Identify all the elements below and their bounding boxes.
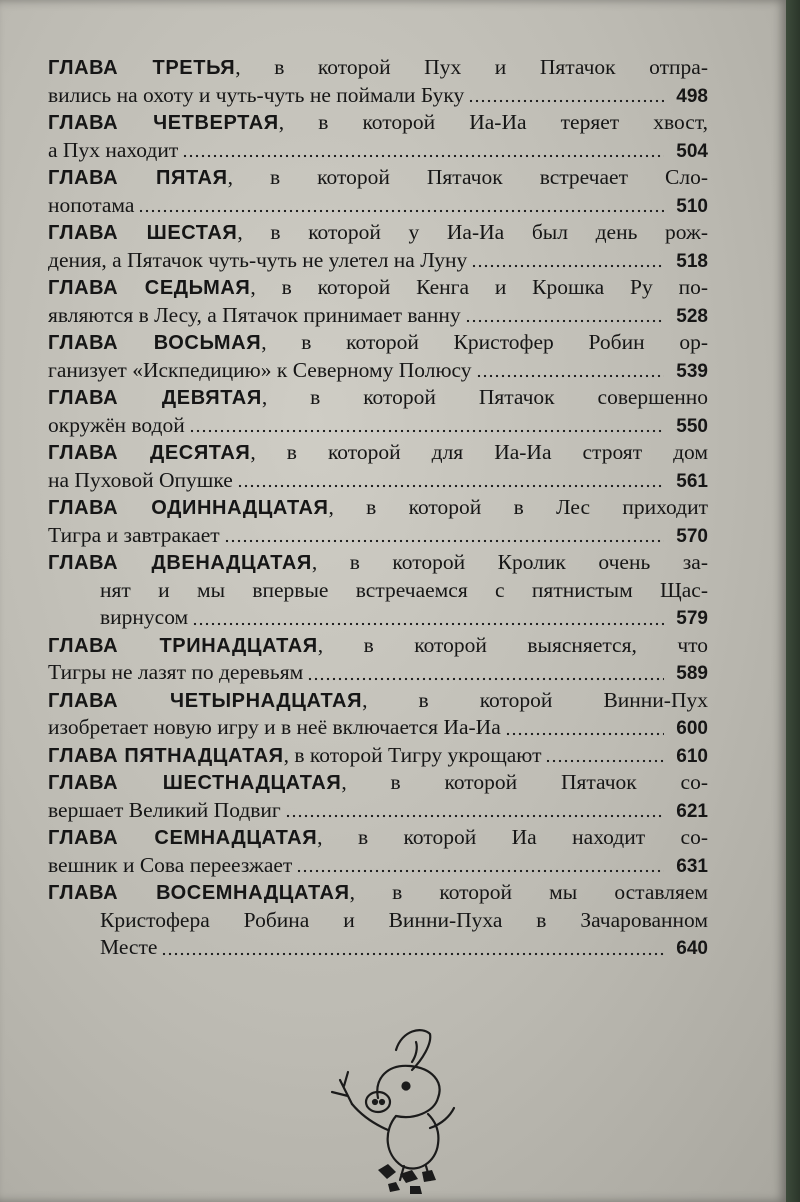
chapter-description: , в которой Иа находит со- [317, 825, 708, 849]
piglet-illustration-icon [318, 1020, 478, 1202]
chapter-description: , в которой Винни-Пух [362, 687, 708, 712]
toc-line [48, 82, 708, 110]
chapter-heading: ГЛАВА ПЯТНАДЦАТАЯ [48, 744, 284, 767]
chapter-heading: ГЛАВА ДЕСЯТАЯ [48, 442, 251, 464]
chapter-description: , в которой выясняется, что [317, 632, 708, 657]
page-number: 510 [676, 195, 708, 217]
toc-entry[interactable] [48, 824, 708, 879]
toc-line [48, 879, 708, 907]
toc-line [48, 412, 708, 440]
toc-entry[interactable] [48, 549, 708, 632]
chapter-description: , в которой Пятачок совершенно [261, 385, 709, 409]
chapter-heading: ГЛАВА ДВЕНАДЦАТАЯ [48, 552, 312, 574]
toc-line [48, 824, 708, 852]
toc-line [48, 797, 708, 825]
toc-line [48, 632, 708, 660]
chapter-description: , в которой для Иа-Иа строят дом [250, 440, 708, 464]
chapter-description-continued: вешник и Сова переезжает [48, 852, 293, 877]
table-of-contents [48, 54, 708, 962]
page-number: 518 [676, 250, 708, 272]
toc-line [48, 247, 708, 275]
toc-line [48, 274, 708, 302]
leader-dots [161, 952, 664, 956]
chapter-description-continued: Месте [100, 935, 158, 959]
chapter-description-continued: ганизует «Искпедицию» к Северному Полюсу [48, 357, 472, 382]
page-number: 621 [676, 800, 708, 822]
toc-entry[interactable] [48, 54, 708, 109]
leader-dots [471, 264, 664, 268]
toc-line [48, 934, 708, 962]
toc-entry[interactable] [48, 274, 708, 329]
chapter-heading: ГЛАВА ОДИННАДЦАТАЯ [48, 497, 329, 519]
toc-entry[interactable] [48, 632, 708, 687]
chapter-description: , в которой Тигру укрощают [283, 742, 542, 767]
page-number: 539 [676, 360, 708, 382]
leader-dots [192, 622, 664, 626]
toc-line [48, 659, 708, 687]
chapter-description: , в которой Пух и Пятачок отпра- [235, 55, 708, 79]
chapter-description-continued: нят и мы впервые встречаемся с пятнистым Щас- [100, 577, 708, 602]
page-number: 600 [676, 718, 708, 739]
toc-line [48, 852, 708, 880]
leader-dots [468, 99, 664, 103]
toc-entry[interactable] [48, 439, 708, 494]
chapter-description-continued: окружён водой [48, 412, 185, 437]
chapter-description-continued: вились на охоту и чуть-чуть не поймали Буку [48, 82, 465, 107]
chapter-description: , в которой Кролик очень за- [311, 550, 708, 574]
chapter-heading: ГЛАВА СЕМНАДЦАТАЯ [48, 827, 318, 849]
toc-line [48, 439, 708, 467]
leader-dots [465, 319, 664, 323]
page-number: 550 [676, 415, 708, 437]
chapter-description-continued: а Пух находит [48, 137, 179, 162]
chapter-description: , в которой Пятачок встречает Сло- [227, 165, 708, 189]
leader-dots [505, 732, 664, 736]
toc-line [48, 357, 708, 385]
toc-entry[interactable] [48, 109, 708, 164]
toc-line [48, 467, 708, 495]
chapter-description: , в которой Иа-Иа теряет хвост, [278, 110, 708, 134]
leader-dots [285, 814, 664, 818]
chapter-description-continued: Тигра и завтракает [48, 522, 220, 547]
toc-entry[interactable] [48, 164, 708, 219]
toc-entry[interactable] [48, 494, 708, 549]
toc-line [48, 164, 708, 192]
chapter-heading: ГЛАВА ДЕВЯТАЯ [48, 387, 262, 409]
page-number: 561 [676, 470, 708, 492]
chapter-description: , в которой Кристофер Робин ор- [261, 330, 708, 354]
leader-dots [224, 539, 664, 543]
page-number: 579 [676, 608, 708, 629]
page-number: 610 [676, 745, 708, 767]
chapter-heading: ГЛАВА ШЕСТАЯ [48, 222, 238, 244]
toc-line [48, 384, 708, 412]
chapter-description: , в которой Кенга и Крошка Ру по- [250, 275, 708, 299]
toc-line [48, 302, 708, 330]
leader-dots [296, 869, 664, 873]
chapter-heading: ГЛАВА ЧЕТЫРНАДЦАТАЯ [48, 689, 363, 712]
toc-entry[interactable] [48, 742, 708, 770]
chapter-heading: ГЛАВА ЧЕТВЕРТАЯ [48, 112, 279, 134]
chapter-heading: ГЛАВА СЕДЬМАЯ [48, 277, 251, 299]
toc-entry[interactable] [48, 879, 708, 962]
toc-line [48, 549, 708, 577]
leader-dots [545, 759, 664, 763]
chapter-description-continued: Кристофера Робина и Винни-Пуха в Зачарованном [100, 907, 708, 932]
toc-line [48, 907, 708, 935]
leader-dots [476, 374, 664, 378]
toc-line [48, 219, 708, 247]
toc-line [48, 577, 708, 605]
chapter-description-continued: Тигры не лазят по деревьям [48, 660, 304, 684]
chapter-description-continued: нопотама [48, 192, 135, 217]
chapter-heading: ГЛАВА ШЕСТНАДЦАТАЯ [48, 772, 342, 794]
toc-line [48, 54, 708, 82]
chapter-description: , в которой Пятачок со- [341, 770, 708, 794]
page-edge [786, 0, 800, 1202]
chapter-description-continued: вершает Великий Подвиг [48, 797, 281, 822]
page-number: 504 [676, 140, 708, 162]
page-number: 631 [676, 855, 708, 877]
toc-line [48, 604, 708, 632]
chapter-description-continued: на Пуховой Опушке [48, 467, 233, 492]
toc-entry[interactable] [48, 219, 708, 274]
leader-dots [237, 484, 664, 488]
leader-dots [182, 154, 664, 158]
chapter-heading: ГЛАВА ВОСЬМАЯ [48, 332, 262, 354]
toc-line [48, 109, 708, 137]
chapter-description: , в которой мы оставляем [349, 880, 708, 904]
chapter-description: , в которой в Лес приходит [328, 495, 708, 519]
toc-line [48, 329, 708, 357]
chapter-description-continued: изобретает новую игру и в неё включается Иа-Иа [48, 715, 501, 739]
chapter-description-continued: дения, а Пятачок чуть-чуть не улетел на Луну [48, 247, 468, 272]
toc-line [48, 687, 708, 715]
chapter-heading: ГЛАВА ПЯТАЯ [48, 167, 228, 189]
toc-line [48, 742, 708, 770]
toc-line [48, 522, 708, 550]
toc-line [48, 769, 708, 797]
leader-dots [189, 429, 664, 433]
page-number: 640 [676, 938, 708, 959]
toc-line [48, 137, 708, 165]
toc-line [48, 192, 708, 220]
chapter-description-continued: вирнусом [100, 605, 189, 629]
toc-line [48, 494, 708, 522]
page-number: 528 [676, 305, 708, 327]
leader-dots [307, 677, 664, 681]
page-number: 570 [676, 525, 708, 547]
chapter-description: , в которой у Иа-Иа был день рож- [237, 220, 708, 244]
chapter-heading: ГЛАВА ТРЕТЬЯ [48, 57, 236, 79]
chapter-heading: ГЛАВА ВОСЕМНАДЦАТАЯ [48, 882, 350, 904]
chapter-heading: ГЛАВА ТРИНАДЦАТАЯ [48, 634, 318, 657]
toc-entry[interactable] [48, 384, 708, 439]
leader-dots [138, 209, 664, 213]
toc-line [48, 714, 708, 742]
toc-entry[interactable] [48, 687, 708, 742]
page-number: 498 [676, 85, 708, 107]
toc-entry[interactable] [48, 769, 708, 824]
toc-entry[interactable] [48, 329, 708, 384]
chapter-description-continued: являются в Лесу, а Пятачок принимает ванну [48, 302, 461, 327]
page-number: 589 [676, 663, 708, 684]
